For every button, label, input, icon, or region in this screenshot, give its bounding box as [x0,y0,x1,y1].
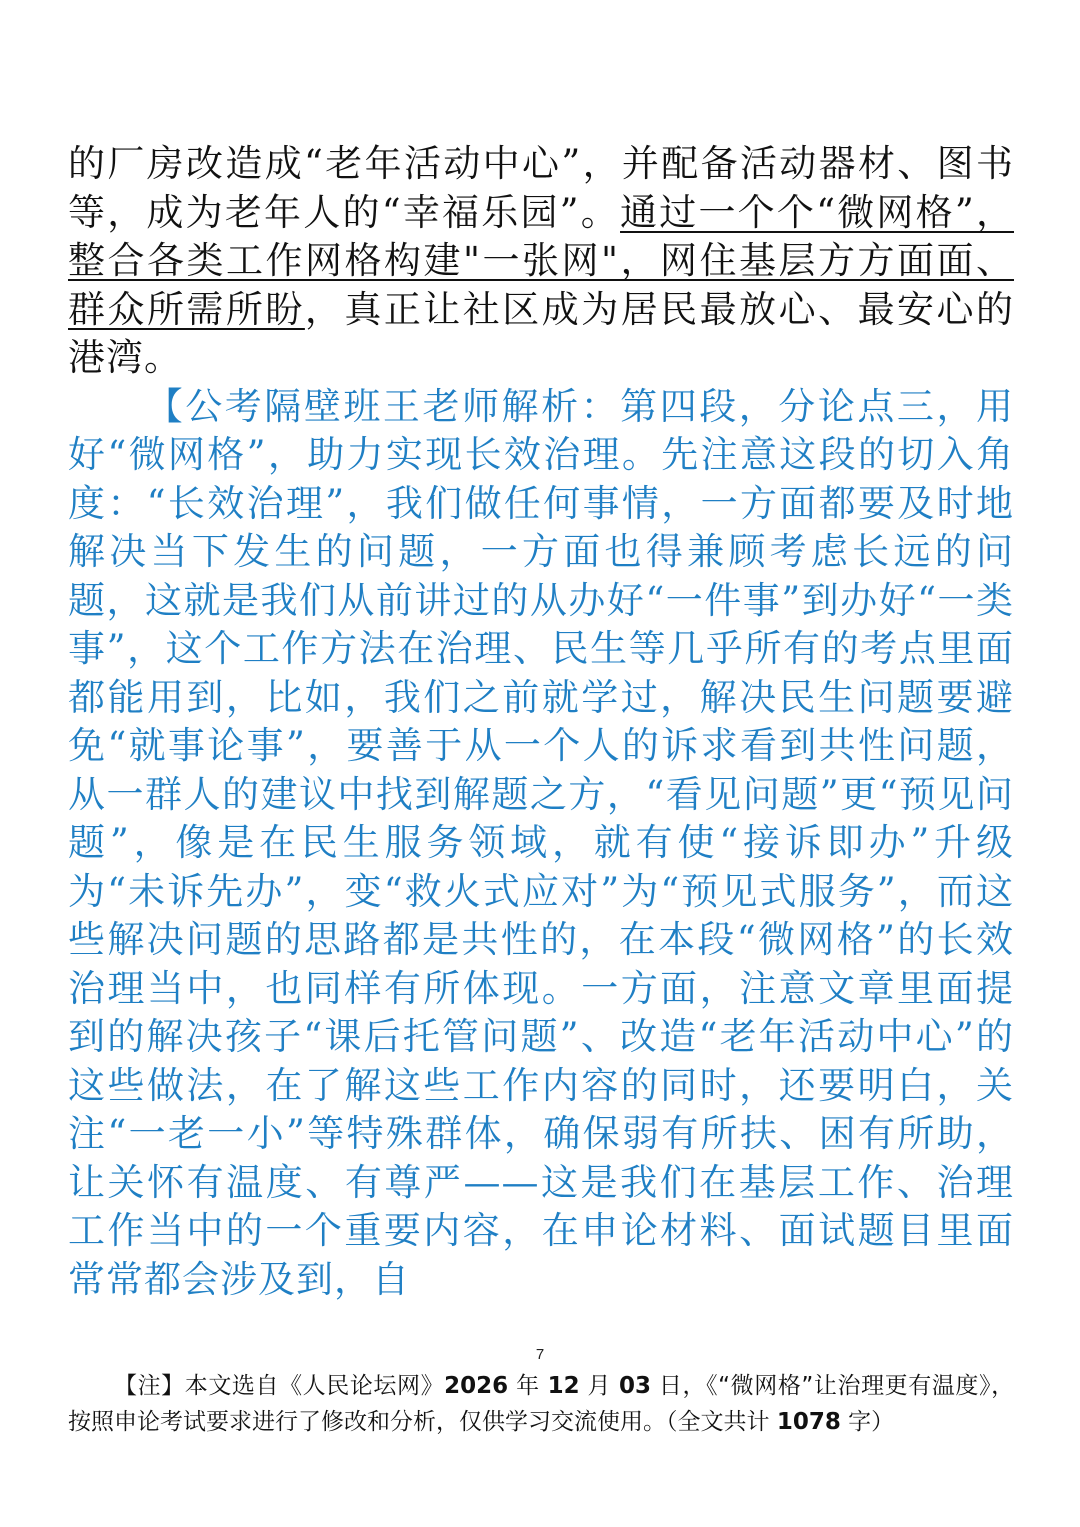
footer-year: 2026 [444,1373,509,1399]
analysis-paragraph: 【公考隔壁班王老师解析：第四段，分论点三，用好“微网格”，助力实现长效治理。先注意这段的切入角度：“长效治理”，我们做任何事情，一方面都要及时地解决当下发生的问题，一方面也得兼顾考虑长远的问题，这就是我们从前讲过的从办好“一件事”到办好“一类事”，这个工作方法在治理、民生等几乎所有的考点里面都能用到，比如，我们之前就学过，解决民生问题要避免“就事论事”，要善于从一个人的诉求看到共性问题，从一群人的建议中找到解题之方，“看见问题”更“预见问题”，像是在民生服务领域，就有使“接诉即办”升级为“未诉先办”，变“救火式应对”为“预见式服务”，而这些解决问题的思路都是共性的，在本段“微网格”的长效治理当中，也同样有所体现。一方面，注意文章里面提到的解决孩子“课后托管问题”、改造“老年活动中心”的这些做法，在了解这些工作内容的同时，还要明白，关注“一老一小”等特殊群体，确保弱有所扶、困有所助，让关怀有温度、有尊严——这是我们在基层工作、治理工作当中的一个重要内容，在申论材料、面试题目里面常常都会涉及到，自 [68,384,1014,1301]
body-paragraph [68,140,1014,383]
footer-month: 12 [547,1373,580,1399]
footer-suffix: 字） [848,1409,895,1435]
footer-mid: 日，《“微网格”让治理更有温度》，按照申论考试要求进行了修改和分析，仅供学习交流使用。（全文共计 [68,1373,1015,1435]
underlined-key-sentence: 通过一个个“微网格”，整合各类工作网格构建"一张网"，网住基层方方面面、群众所需所盼 [68,190,1014,331]
paragraph-text-end: ，真正让社区成为居民最放心、最安心的港湾。 [68,287,1015,379]
page-content [68,140,1014,1304]
footer-prefix: 【注】本文选自《人民论坛网》 [114,1373,445,1399]
page-number: 7 [535,1346,545,1363]
footer-day: 03 [619,1373,652,1399]
footer-note [68,1368,1014,1440]
footer-year-unit: 年 [516,1373,540,1399]
footer-count: 1078 [776,1409,841,1435]
paragraph-text: 的厂房改造成“老年活动中心”，并配备活动器材、图书等，成为老年人的“幸福乐园”。 [68,142,1014,234]
footer-month-unit: 月 [587,1373,612,1399]
